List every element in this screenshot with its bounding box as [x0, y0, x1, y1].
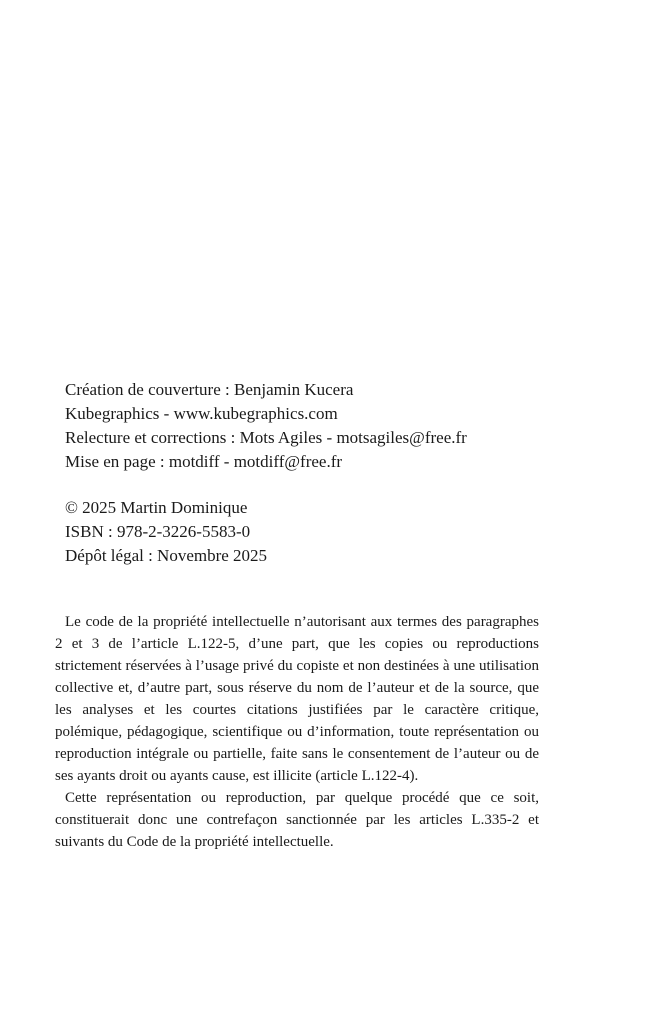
credits-block: [65, 378, 467, 474]
cover-studio-credit: Kubegraphics - www.kubegraphics.com: [65, 404, 338, 423]
copyright-notice: © 2025 Martin Dominique: [65, 498, 248, 517]
proofreading-credit: Relecture et corrections : Mots Agiles - motsagiles@free.fr: [65, 428, 467, 447]
copyright-block: [65, 496, 267, 568]
legal-paragraph-1: Le code de la propriété intellectuelle n’autorisant aux termes des paragraphes 2 et 3 de l’article L.122-5, d’une part, que les copies ou reproductions strictement réservées à l’usage privé du copiste et non destinées à une utilisation collective et, d’autre part, sous réserve du nom de l’auteur et de la source, que les analyses et les courtes citations justifiées par le caractère critique, polémique, pédagogique, scientifique ou d’information, toute représentation ou reproduction intégrale ou partielle, faite sans le consentement de l’auteur ou de ses ayants droit ou ayants cause, est illicite (article L.122-4).: [55, 614, 539, 784]
isbn: ISBN : 978-2-3226-5583-0: [65, 522, 251, 541]
layout-credit: Mise en page : motdiff - motdiff@free.fr: [65, 452, 343, 471]
legal-notice: [55, 611, 539, 853]
cover-credit: Création de couverture : Benjamin Kucera: [65, 380, 354, 399]
legal-deposit: Dépôt légal : Novembre 2025: [65, 546, 268, 565]
legal-paragraph-2: Cette représentation ou reproduction, par quelque procédé que ce soit, constituerait donc une contrefaçon sanctionnée par les articles L.335-2 et suivants du Code de la propriété intellectuelle.: [55, 790, 539, 850]
